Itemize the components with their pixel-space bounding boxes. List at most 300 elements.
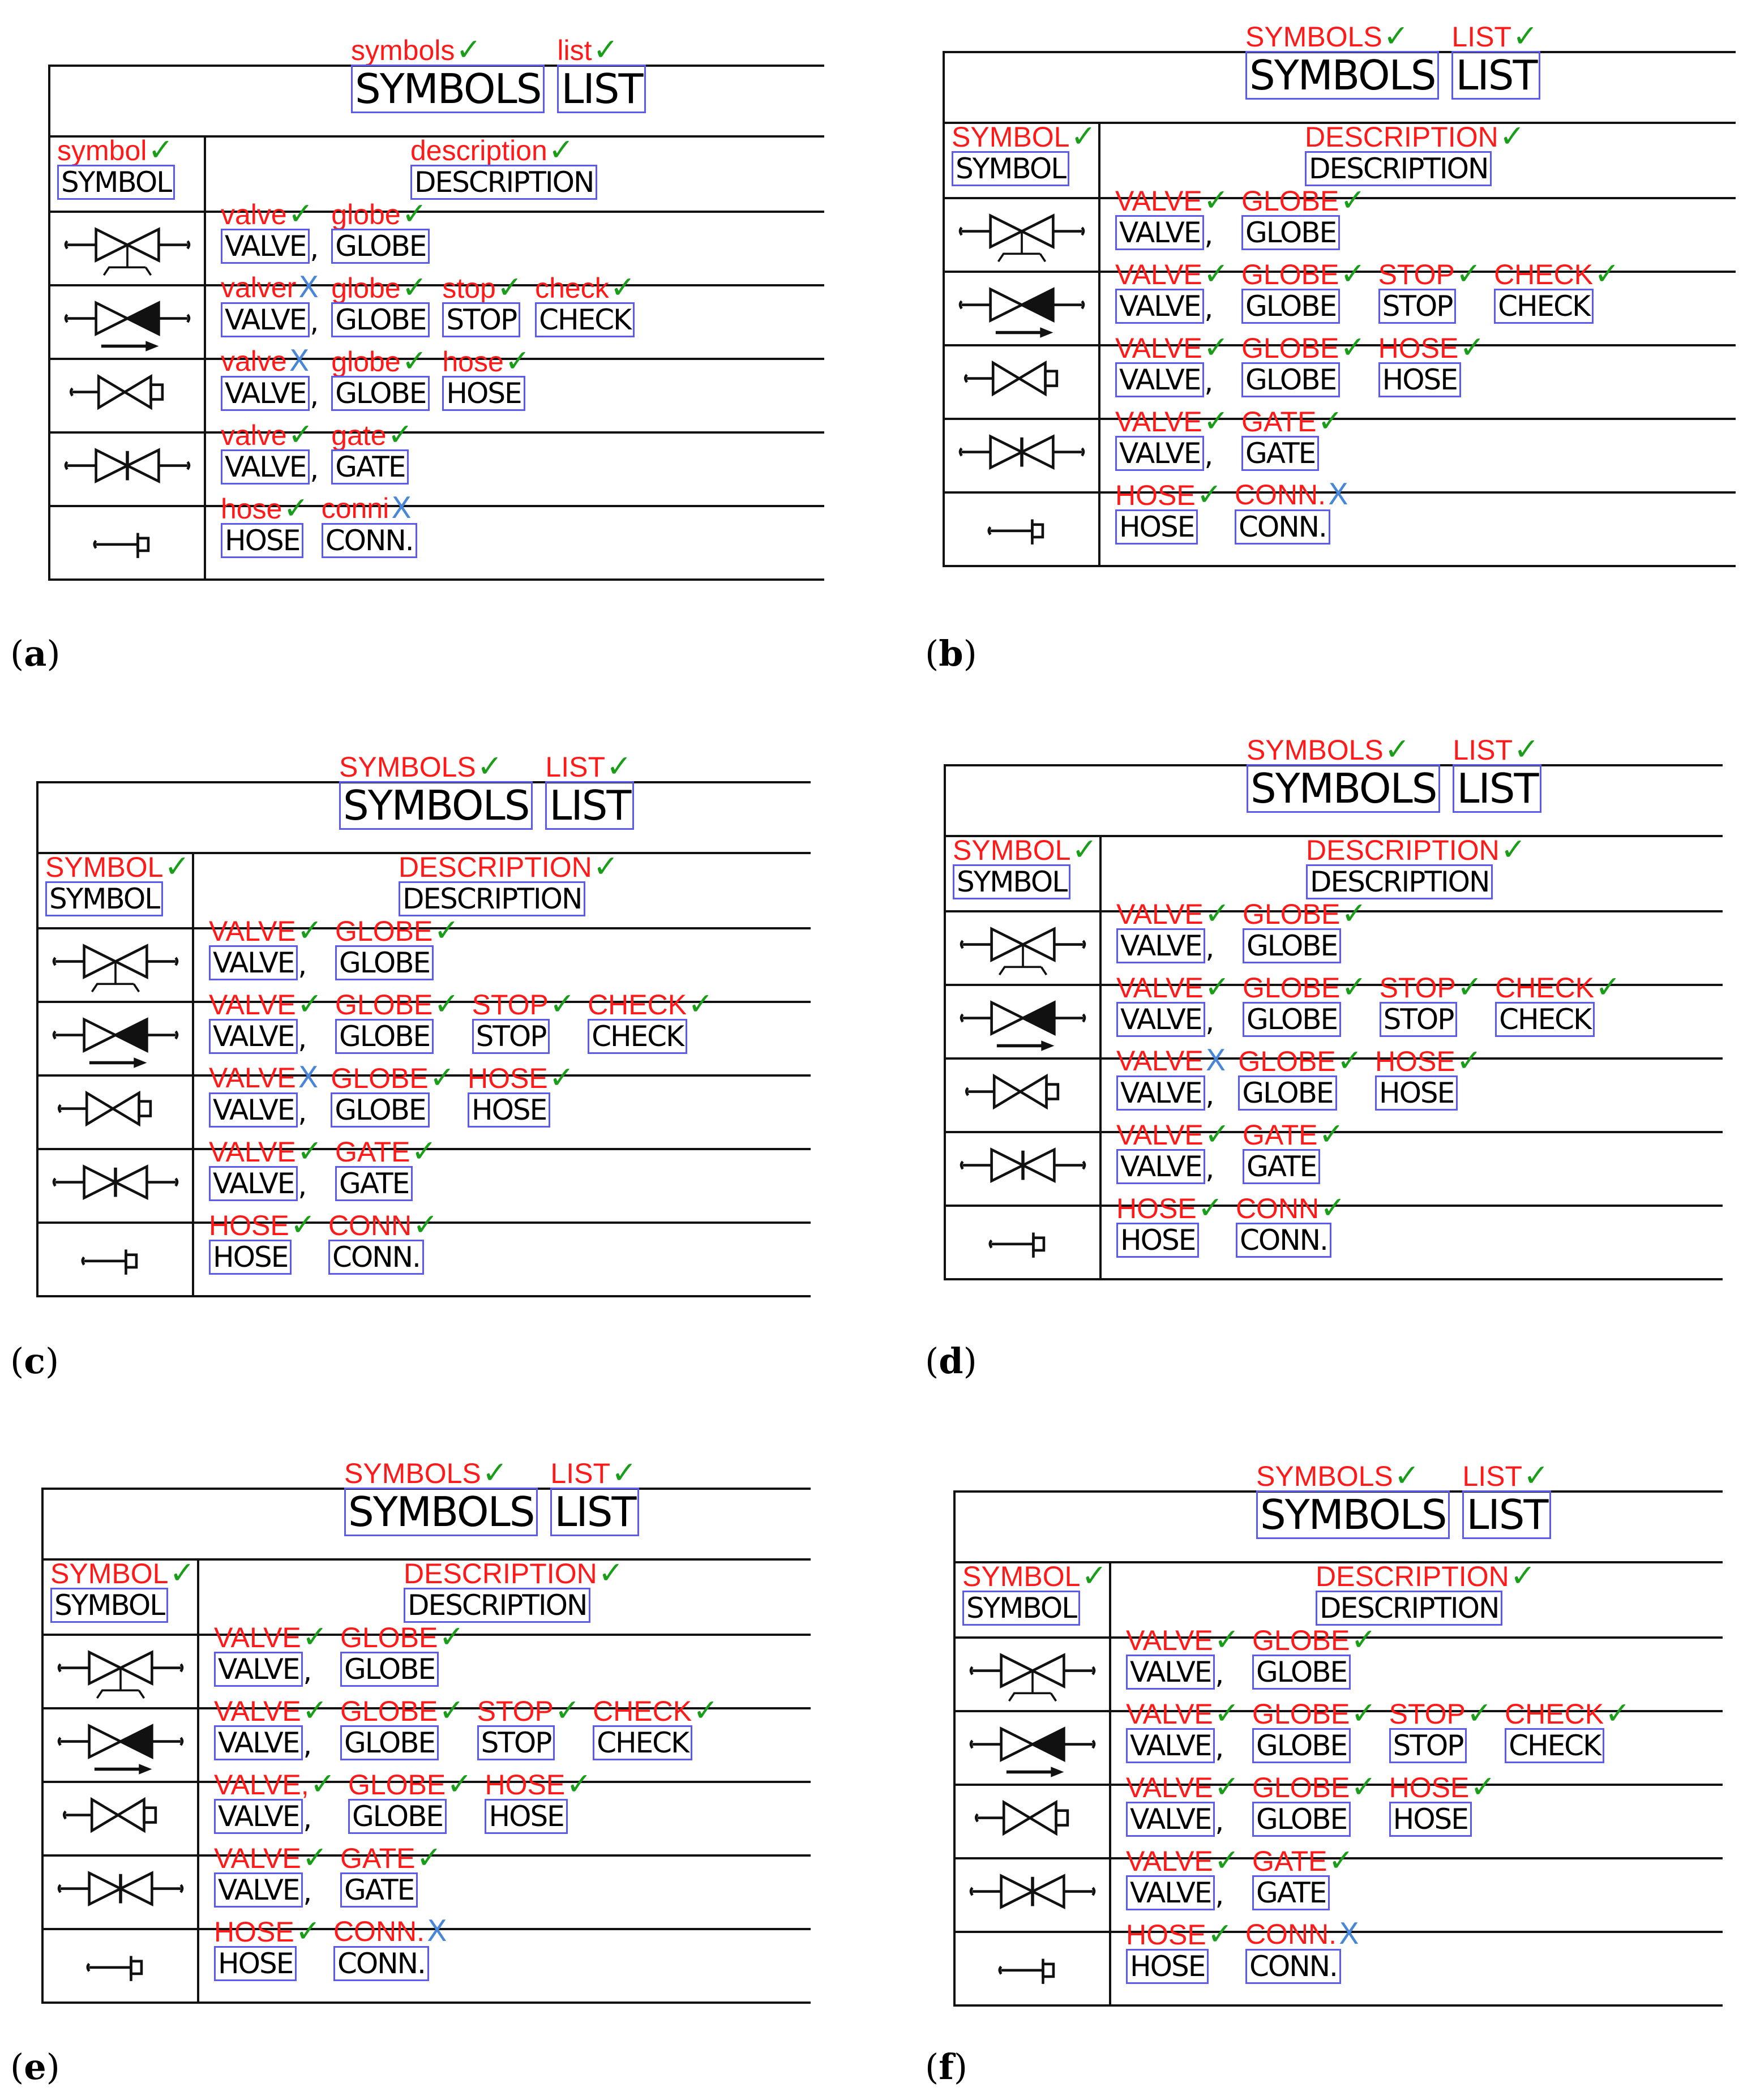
description-word-ocr-text: CHECK bbox=[593, 1695, 692, 1727]
description-word bbox=[1115, 183, 1230, 251]
check-mark-icon: ✓ bbox=[1514, 732, 1540, 766]
description-word-ocr-result bbox=[340, 1694, 465, 1728]
description-word-detection bbox=[1495, 1002, 1595, 1037]
description-header-word bbox=[404, 1558, 624, 1623]
description-word-ocr-result bbox=[1241, 331, 1366, 365]
description-word-bounding-box: CONN. bbox=[333, 1946, 429, 1981]
symbol-header bbox=[952, 119, 1109, 186]
symbol-header-word-detection bbox=[57, 165, 175, 200]
title-word-1-bounding-box: SYMBOLS bbox=[344, 1488, 538, 1536]
description-word-bounding-box: VALVE bbox=[1116, 928, 1205, 963]
check-mark-icon: ✓ bbox=[1384, 732, 1410, 766]
description-word-bounding-box: CHECK bbox=[588, 1019, 687, 1054]
description-word bbox=[1252, 1772, 1377, 1837]
check-mark-icon: ✓ bbox=[401, 271, 427, 305]
description-word-ocr-result bbox=[593, 1694, 719, 1728]
description-word-ocr-result bbox=[214, 1841, 328, 1875]
description-header-word bbox=[1316, 1561, 1536, 1626]
check-mark-icon: ✓ bbox=[504, 344, 531, 378]
description-word-bounding-box: STOP bbox=[472, 1019, 550, 1054]
description-header-word bbox=[1305, 119, 1525, 186]
table-border-left bbox=[943, 51, 945, 567]
check-mark-icon: ✓ bbox=[1340, 331, 1366, 365]
title-word-1 bbox=[1245, 19, 1439, 100]
description-word-ocr-result bbox=[485, 1769, 592, 1799]
symbol-header-word-ocr-text: SYMBOL bbox=[952, 121, 1070, 153]
description-word-ocr-text: valver bbox=[221, 272, 297, 303]
description-word-detection bbox=[331, 449, 409, 485]
check-mark-icon: ✓ bbox=[1317, 404, 1343, 438]
check-mark-icon: ✓ bbox=[1457, 970, 1483, 1004]
symbol-header-word-bounding-box: SYMBOL bbox=[962, 1591, 1080, 1626]
description-word-ocr-text: CONN bbox=[328, 1210, 412, 1241]
description-word-detection bbox=[1115, 509, 1198, 545]
description-word bbox=[209, 1063, 318, 1128]
symbol-header-word-ocr-result bbox=[45, 850, 190, 884]
description-word bbox=[1375, 1046, 1482, 1111]
description-word-detection bbox=[1375, 1075, 1458, 1111]
description-word-ocr-text: GLOBE bbox=[1252, 1698, 1350, 1730]
comma: , bbox=[310, 452, 319, 485]
description-word bbox=[221, 346, 319, 411]
hose-connection-symbol-icon bbox=[53, 1932, 189, 2000]
description-row bbox=[1116, 1046, 1494, 1111]
title-word-2-ocr-text: LIST bbox=[1462, 1460, 1523, 1492]
check-mark-icon: ✓ bbox=[456, 33, 482, 67]
symbol-header bbox=[45, 852, 203, 916]
description-word bbox=[1126, 1846, 1240, 1910]
description-word-bounding-box: CHECK bbox=[593, 1725, 692, 1760]
description-word bbox=[321, 491, 417, 558]
cross-mark-icon: X bbox=[1205, 1044, 1226, 1078]
description-word-ocr-result bbox=[1236, 1193, 1346, 1223]
description-word-ocr-text: VALVE bbox=[1126, 1772, 1213, 1803]
check-mark-icon: ✓ bbox=[1214, 1844, 1240, 1878]
description-word-ocr-text: GLOBE bbox=[1243, 898, 1341, 930]
description-word bbox=[477, 1696, 580, 1760]
description-word bbox=[1389, 1696, 1493, 1763]
globe-valve-symbol-icon bbox=[954, 202, 1090, 269]
table-rule bbox=[41, 2002, 811, 2004]
description-word bbox=[1116, 1193, 1223, 1258]
description-word-ocr-text: GLOBE bbox=[1241, 259, 1339, 290]
hose-valve-symbol-icon bbox=[48, 1079, 183, 1147]
title-row bbox=[339, 749, 646, 830]
description-header-word-detection bbox=[399, 881, 585, 916]
description-word bbox=[1236, 1193, 1346, 1258]
check-mark-icon: ✓ bbox=[164, 850, 190, 884]
check-mark-icon: ✓ bbox=[1081, 1559, 1107, 1593]
description-header-word-detection bbox=[404, 1588, 590, 1623]
title-word-1-detection bbox=[344, 1488, 538, 1536]
description-word bbox=[331, 420, 413, 485]
comma: , bbox=[1205, 931, 1215, 964]
description-word-ocr-text: VALVE bbox=[1115, 332, 1202, 364]
description-word bbox=[333, 1914, 447, 1981]
description-word bbox=[331, 273, 430, 337]
check-mark-icon: ✓ bbox=[1320, 1191, 1346, 1225]
description-word-bounding-box: HOSE bbox=[1375, 1075, 1458, 1111]
title-word-2-ocr-text: LIST bbox=[545, 751, 606, 783]
title-word-1-ocr-result bbox=[1247, 732, 1410, 766]
title-word-1 bbox=[339, 749, 533, 830]
check-mark-icon: ✓ bbox=[1196, 478, 1222, 512]
description-word-ocr-result bbox=[1126, 1772, 1240, 1802]
description-word-ocr-result bbox=[1389, 1772, 1496, 1802]
title-word-1-detection bbox=[351, 65, 545, 113]
title-word-2-ocr-result bbox=[550, 1458, 637, 1488]
comma: , bbox=[298, 1095, 307, 1128]
description-word-bounding-box: GLOBE bbox=[348, 1799, 447, 1834]
description-word bbox=[209, 1210, 316, 1275]
description-word-ocr-text: HOSE bbox=[1126, 1919, 1206, 1951]
description-word-detection bbox=[1245, 1949, 1341, 1984]
description-word-ocr-result bbox=[1238, 1044, 1363, 1078]
check-mark-icon: ✓ bbox=[1207, 1917, 1233, 1951]
description-word bbox=[1238, 1046, 1363, 1111]
check-mark-icon: ✓ bbox=[302, 1620, 328, 1654]
description-word-ocr-result bbox=[333, 1914, 447, 1948]
description-word bbox=[1115, 480, 1222, 545]
description-word-ocr-result bbox=[214, 1914, 321, 1948]
globe-valve-symbol-icon bbox=[48, 932, 183, 1000]
gate-valve-symbol-icon bbox=[48, 1152, 183, 1220]
hose-connection-symbol-icon bbox=[954, 496, 1090, 564]
description-word-ocr-result bbox=[221, 418, 314, 452]
title-word-1-detection bbox=[1247, 764, 1440, 813]
description-word-bounding-box: HOSE bbox=[1389, 1802, 1472, 1837]
check-mark-icon: ✓ bbox=[434, 987, 460, 1021]
description-header bbox=[1316, 1561, 1548, 1626]
description-word-detection bbox=[472, 1019, 550, 1054]
check-valve-symbol-icon bbox=[53, 1712, 189, 1780]
description-word-ocr-text: check bbox=[535, 272, 609, 304]
description-word bbox=[348, 1769, 473, 1834]
description-word-detection bbox=[1380, 1002, 1458, 1037]
description-word-bounding-box: CONN. bbox=[1236, 1223, 1331, 1258]
description-word-bounding-box: HOSE bbox=[1378, 362, 1461, 397]
description-word bbox=[221, 420, 319, 485]
symbol-header bbox=[57, 135, 187, 200]
description-word-detection bbox=[442, 376, 525, 411]
description-word-bounding-box: VALVE bbox=[209, 1092, 298, 1128]
title-word-2-detection bbox=[1453, 764, 1541, 813]
description-word-ocr-text: VALVE bbox=[1126, 1698, 1213, 1730]
gate-valve-symbol-icon bbox=[954, 422, 1090, 490]
symbol-header-word-bounding-box: SYMBOL bbox=[45, 881, 163, 916]
description-word-ocr-result bbox=[331, 199, 427, 229]
description-word-ocr-result bbox=[348, 1769, 473, 1799]
description-word-bounding-box: CHECK bbox=[1495, 1002, 1595, 1037]
check-mark-icon: ✓ bbox=[1510, 1559, 1536, 1593]
title-word-2-ocr-result bbox=[1451, 19, 1539, 53]
check-mark-icon: ✓ bbox=[1523, 1459, 1549, 1493]
description-word-ocr-result bbox=[1243, 1117, 1344, 1151]
check-mark-icon: ✓ bbox=[1328, 1844, 1354, 1878]
description-word-bounding-box: VALVE bbox=[221, 376, 310, 411]
description-word-ocr-text: GLOBE bbox=[340, 1695, 438, 1727]
description-word-bounding-box: STOP bbox=[1378, 289, 1457, 324]
description-word-ocr-text: GLOBE bbox=[1252, 1772, 1350, 1803]
description-word bbox=[1389, 1772, 1496, 1837]
description-word-detection bbox=[1241, 436, 1319, 471]
description-word-detection bbox=[588, 1019, 687, 1054]
description-word-ocr-result bbox=[1243, 972, 1367, 1002]
description-row bbox=[214, 1914, 460, 1981]
description-word-ocr-result bbox=[1241, 406, 1343, 436]
check-mark-icon: ✓ bbox=[598, 1556, 624, 1590]
title-word-2 bbox=[557, 35, 646, 113]
description-word-bounding-box: GLOBE bbox=[335, 945, 434, 980]
description-header bbox=[410, 135, 610, 200]
description-word bbox=[1252, 1696, 1377, 1763]
description-word-detection bbox=[1235, 509, 1330, 545]
description-word bbox=[331, 199, 430, 264]
description-word-ocr-text: VALVE bbox=[214, 1622, 301, 1653]
description-word-ocr-text: VALVE bbox=[1116, 972, 1204, 1004]
description-word-bounding-box: VALVE bbox=[209, 1019, 298, 1054]
description-word bbox=[1116, 972, 1230, 1037]
title-word-2-ocr-text: LIST bbox=[1453, 734, 1513, 766]
description-header-word-ocr-result bbox=[1306, 833, 1526, 867]
description-word-ocr-text: stop bbox=[442, 272, 496, 304]
description-word-bounding-box: GLOBE bbox=[340, 1725, 439, 1760]
description-row bbox=[1126, 1919, 1372, 1984]
description-word-bounding-box: GLOBE bbox=[1243, 928, 1341, 963]
column-divider bbox=[1109, 1561, 1111, 2007]
description-word-bounding-box: GLOBE bbox=[1252, 1728, 1351, 1763]
description-word-ocr-text: hose bbox=[442, 346, 504, 378]
description-word bbox=[472, 989, 575, 1054]
description-word-bounding-box: CONN. bbox=[322, 523, 417, 558]
description-word-ocr-text: STOP bbox=[477, 1695, 554, 1727]
title-word-1 bbox=[1247, 732, 1440, 813]
description-word-bounding-box: STOP bbox=[442, 302, 520, 337]
description-word-bounding-box: HOSE bbox=[214, 1946, 297, 1981]
description-word-ocr-text: conni bbox=[321, 492, 389, 524]
description-word bbox=[340, 1622, 465, 1687]
globe-valve-symbol-icon bbox=[59, 215, 195, 283]
description-word-ocr-text: STOP bbox=[1389, 1698, 1466, 1730]
description-word-ocr-text: HOSE bbox=[1378, 332, 1459, 364]
description-row bbox=[1115, 406, 1356, 471]
description-word-bounding-box: VALVE bbox=[209, 945, 298, 980]
description-word-bounding-box: VALVE bbox=[214, 1872, 303, 1908]
title-word-1-ocr-result bbox=[351, 35, 482, 65]
subfigure-letter: c bbox=[24, 1340, 45, 1382]
description-word-detection bbox=[1252, 1802, 1351, 1837]
check-mark-icon: ✓ bbox=[1340, 183, 1366, 217]
description-word-detection bbox=[1126, 1949, 1209, 1984]
description-word-ocr-text: GLOBE bbox=[331, 1062, 429, 1094]
description-word-ocr-result bbox=[1115, 259, 1229, 289]
check-mark-icon: ✓ bbox=[477, 749, 503, 783]
table-border-left bbox=[36, 781, 38, 1297]
description-word-ocr-text: VALVE bbox=[1115, 406, 1202, 438]
description-word-detection bbox=[335, 1166, 413, 1201]
description-word-ocr-text: HOSE bbox=[1374, 1045, 1455, 1077]
column-divider bbox=[204, 135, 206, 581]
description-word-bounding-box: CHECK bbox=[535, 302, 635, 337]
title-word-2-bounding-box: LIST bbox=[1462, 1490, 1551, 1539]
description-word bbox=[1241, 183, 1366, 250]
table-rule bbox=[953, 2004, 1723, 2007]
title-word-1-bounding-box: SYMBOLS bbox=[339, 781, 533, 830]
description-word-detection bbox=[322, 523, 417, 558]
description-header-word-ocr-text: DESCRIPTION bbox=[399, 851, 592, 883]
check-mark-icon: ✓ bbox=[1466, 1696, 1493, 1730]
description-word-ocr-text: VALVE bbox=[1115, 185, 1202, 217]
description-word bbox=[593, 1696, 718, 1760]
check-mark-icon: ✓ bbox=[1500, 833, 1526, 867]
description-word-detection bbox=[1378, 289, 1457, 324]
title-word-1-bounding-box: SYMBOLS bbox=[1245, 51, 1439, 100]
description-header-word-bounding-box: DESCRIPTION bbox=[1306, 864, 1493, 899]
description-word-bounding-box: GATE bbox=[1243, 1149, 1320, 1184]
description-word-detection bbox=[335, 945, 434, 980]
title-word-1 bbox=[1256, 1461, 1450, 1539]
comma: , bbox=[1204, 292, 1214, 324]
description-word bbox=[335, 916, 460, 980]
symbol-header-word-bounding-box: SYMBOL bbox=[952, 151, 1069, 186]
description-word-bounding-box: VALVE bbox=[209, 1166, 298, 1201]
comma: , bbox=[298, 1169, 307, 1202]
check-mark-icon: ✓ bbox=[1203, 183, 1230, 217]
description-word-bounding-box: VALVE bbox=[221, 302, 310, 337]
table-rule bbox=[48, 505, 824, 507]
description-word bbox=[1243, 972, 1367, 1037]
description-header bbox=[1306, 835, 1539, 899]
check-mark-icon: ✓ bbox=[549, 1061, 575, 1095]
subfigure-label-b: (b) bbox=[925, 633, 977, 674]
description-word-bounding-box: STOP bbox=[1380, 1002, 1458, 1037]
description-word bbox=[209, 916, 323, 980]
check-mark-icon: ✓ bbox=[1499, 119, 1525, 153]
description-word-detection bbox=[335, 1019, 434, 1054]
title-word-2-detection bbox=[550, 1488, 639, 1536]
comma: , bbox=[310, 232, 319, 264]
description-word-ocr-result bbox=[221, 491, 309, 525]
description-row bbox=[1115, 480, 1361, 545]
description-word-ocr-result bbox=[1495, 972, 1621, 1002]
description-word-detection bbox=[1115, 436, 1213, 471]
title-word-1-ocr-text: symbols bbox=[351, 35, 455, 66]
description-row bbox=[209, 1134, 449, 1202]
comma: , bbox=[1215, 1657, 1224, 1690]
description-word bbox=[468, 1063, 575, 1128]
description-word-ocr-text: GATE bbox=[1243, 1119, 1318, 1151]
symbol-header-word bbox=[953, 835, 1098, 899]
description-row bbox=[1126, 1846, 1367, 1910]
title-row bbox=[1256, 1461, 1564, 1539]
description-word-ocr-text: GLOBE bbox=[1241, 332, 1339, 364]
comma: , bbox=[303, 1655, 312, 1687]
description-word-ocr-text: hose bbox=[221, 493, 282, 525]
description-word-detection bbox=[1126, 1728, 1224, 1763]
description-word-bounding-box: GLOBE bbox=[335, 1019, 434, 1054]
description-word-ocr-result bbox=[335, 1134, 437, 1168]
symbol-header-word-ocr-text: SYMBOL bbox=[953, 834, 1071, 866]
description-word bbox=[340, 1843, 442, 1908]
cross-mark-icon: X bbox=[427, 1914, 447, 1948]
comma: , bbox=[310, 305, 319, 338]
description-word bbox=[214, 1843, 328, 1908]
description-word-bounding-box: HOSE bbox=[468, 1092, 550, 1128]
description-word-ocr-text: valve bbox=[221, 345, 287, 377]
description-word-detection bbox=[214, 1725, 312, 1760]
check-mark-icon: ✓ bbox=[1351, 1770, 1377, 1804]
description-word bbox=[588, 989, 713, 1054]
hose-connection-symbol-icon bbox=[955, 1209, 1091, 1277]
description-header-word-detection bbox=[410, 165, 597, 200]
title-word-1-ocr-text: SYMBOLS bbox=[1256, 1460, 1393, 1492]
description-row bbox=[214, 1696, 731, 1760]
description-word-ocr-text: VALVE bbox=[209, 1136, 296, 1168]
title-word-2-detection bbox=[557, 65, 646, 113]
description-word-ocr-result bbox=[477, 1694, 581, 1728]
description-word-detection bbox=[331, 229, 430, 264]
description-row bbox=[1115, 183, 1378, 251]
description-word-ocr-result bbox=[1115, 183, 1230, 217]
description-word-detection bbox=[593, 1725, 692, 1760]
check-mark-icon: ✓ bbox=[297, 914, 323, 948]
check-mark-icon: ✓ bbox=[1341, 897, 1367, 931]
description-word-detection bbox=[209, 1240, 292, 1275]
description-word bbox=[535, 273, 636, 337]
description-word-ocr-text: STOP bbox=[472, 989, 549, 1021]
symbol-header-word-ocr-result bbox=[952, 119, 1097, 153]
title-word-1-ocr-result bbox=[339, 749, 503, 783]
description-word-bounding-box: GLOBE bbox=[331, 376, 430, 411]
description-header bbox=[404, 1558, 636, 1623]
description-word-ocr-text: globe bbox=[331, 272, 401, 304]
symbol-header-word-detection bbox=[962, 1591, 1080, 1626]
description-word-detection bbox=[214, 1799, 312, 1834]
description-word-bounding-box: VALVE bbox=[1115, 289, 1204, 324]
description-word-bounding-box: VALVE bbox=[1116, 1075, 1205, 1111]
description-word-detection bbox=[1115, 289, 1213, 324]
description-word-ocr-result bbox=[321, 491, 412, 525]
check-mark-icon: ✓ bbox=[387, 418, 413, 452]
description-word bbox=[1126, 1772, 1240, 1837]
description-word-ocr-text: VALVE bbox=[1116, 1045, 1204, 1077]
description-word bbox=[221, 199, 319, 264]
description-word-ocr-text: VALVE bbox=[214, 1695, 301, 1727]
description-word-bounding-box: HOSE bbox=[221, 523, 303, 558]
description-word-bounding-box: GLOBE bbox=[1252, 1802, 1351, 1837]
description-word bbox=[1494, 259, 1620, 324]
description-word-ocr-result bbox=[1252, 1772, 1377, 1802]
comma: , bbox=[1204, 439, 1214, 472]
title-row bbox=[351, 35, 658, 113]
check-mark-icon: ✓ bbox=[148, 133, 174, 167]
description-word-detection bbox=[209, 1019, 307, 1054]
description-word-ocr-result bbox=[1252, 1625, 1377, 1655]
description-row bbox=[214, 1769, 604, 1834]
hose-connection-symbol-icon bbox=[59, 509, 195, 577]
description-word-ocr-text: HOSE bbox=[209, 1210, 289, 1241]
title-word-2-bounding-box: LIST bbox=[1451, 51, 1540, 100]
title-word-1 bbox=[344, 1458, 538, 1536]
description-word-detection bbox=[1115, 215, 1213, 250]
description-word bbox=[1116, 1046, 1226, 1111]
description-header-word-ocr-text: DESCRIPTION bbox=[1305, 121, 1498, 153]
comma: , bbox=[303, 1802, 312, 1835]
description-header-word bbox=[410, 135, 597, 200]
description-word-ocr-text: VALVE bbox=[1126, 1625, 1213, 1656]
description-word-bounding-box: GLOBE bbox=[1241, 362, 1340, 397]
table-rule bbox=[943, 565, 1736, 567]
